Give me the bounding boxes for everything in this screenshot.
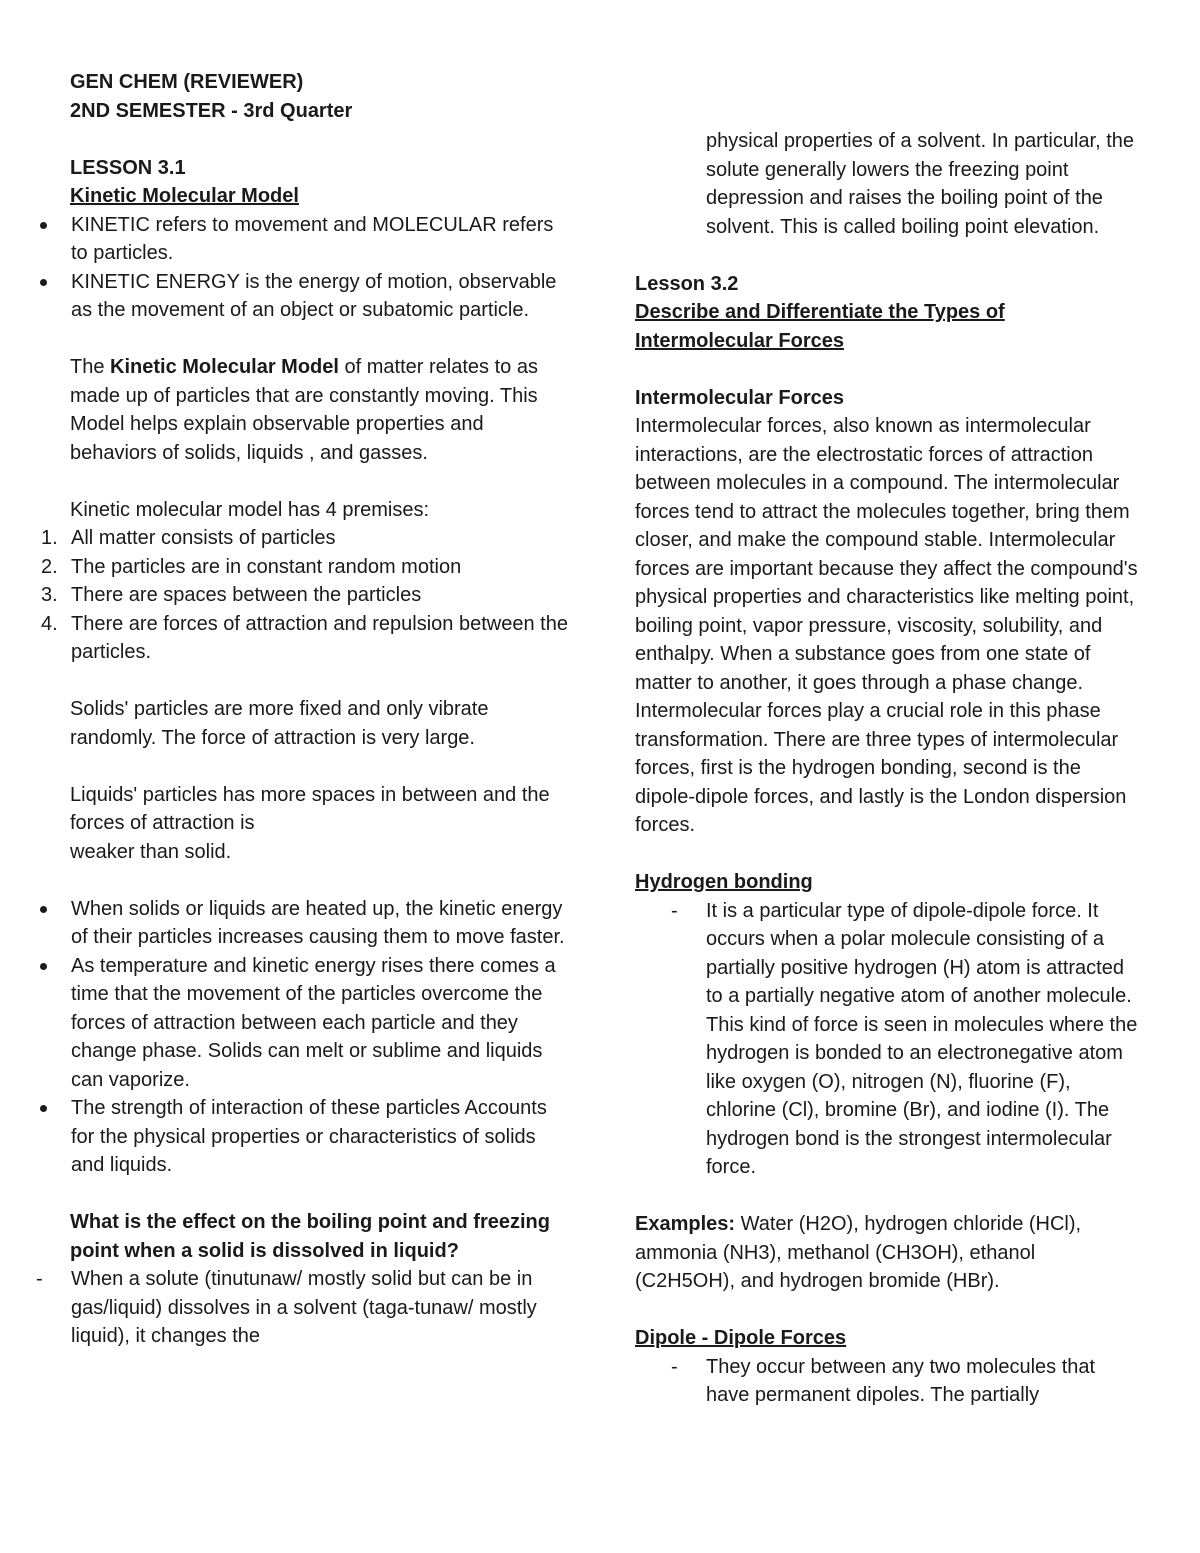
liquids-paragraph-cont: weaker than solid.	[70, 840, 232, 863]
heating-bullets	[70, 895, 570, 1180]
premises-list	[41, 524, 570, 667]
list-item	[0, 524, 570, 553]
lesson-3-2-heading: Describe and Differentiate the Types of Intermolecular Forces	[635, 301, 1005, 352]
list-item: The strength of interaction of these particles Accounts for the physical properties or characteristics of solids and liquids.	[0, 1094, 570, 1180]
list-item	[0, 581, 570, 610]
list-item: KINETIC ENERGY is the energy of motion, observable as the movement of an object or subatomic particle.	[0, 268, 570, 325]
imf-paragraph: Intermolecular forces, also known as intermolecular interactions, are the electrostatic forces of attraction between molecules in a compound. The intermolecular forces tend to attract the molecules together, bring them closer, and make the compound stable. Intermolecular forces are important because they affect the compound's physical properties and characteristics like melting point, boiling point, vapor pressure, viscosity, solubility, and enthalpy. When a substance goes from one state of matter to another, it goes through a phase change. Intermolecular forces play a crucial role in this phase transformation. There are three types of intermolecular forces, first is the hydrogen bonding, second is the dipole-dipole forces, and lastly is the London dispersion forces.	[635, 415, 1138, 836]
list-text: The particles are in constant random motion	[71, 555, 462, 578]
list-item	[635, 897, 1140, 1182]
dash-marker: -	[671, 1355, 678, 1378]
list-item: As temperature and kinetic energy rises there comes a time that the movement of the particles overcome the forces of attraction between each particle and they change phase. Solids can melt or sublime and liquids can vaporize.	[0, 952, 570, 1095]
list-text: They occur between any two molecules that have permanent dipoles. The partially	[706, 1355, 1096, 1406]
list-item: KINETIC refers to movement and MOLECULAR refers to particles.	[0, 211, 570, 268]
premises-intro: Kinetic molecular model has 4 premises:	[70, 498, 430, 521]
list-text: There are spaces between the particles	[71, 584, 422, 606]
list-number: 4.	[41, 612, 58, 635]
list-text: There are forces of attraction and repulsion between the particles.	[71, 612, 568, 663]
document-title: GEN CHEM (REVIEWER)	[70, 71, 304, 93]
list-text: It is a particular type of dipole-dipole force. It occurs when a polar molecule consisting of a partially positive hydrogen (H) atom is attracted to a partially negative atom of another molecule. This kind of force is seen in molecules where the hydrogen is bonded to an electronegative atom like oxygen (O), nitrogen (N), fluorine (F), chlorine (Cl), bromine (Br), and iodine (I). The hydrogen bond is the strongest intermolecular force.	[706, 899, 1138, 1178]
examples-paragraph	[635, 1210, 1140, 1296]
hydrogen-bonding-title: Hydrogen bonding	[635, 871, 813, 893]
solids-paragraph: Solids' particles are more fixed and only vibrate randomly. The force of attraction is very large.	[70, 698, 489, 749]
question-heading: What is the effect on the boiling point and freezing point when a solid is dissolved in liquid?	[70, 1211, 550, 1262]
right-column	[635, 127, 1140, 1410]
list-text: All matter consists of particles	[71, 527, 336, 549]
left-column	[36, 68, 570, 1351]
lesson-3-1-heading: Kinetic Molecular Model	[70, 185, 299, 207]
kmm-paragraph	[70, 353, 570, 467]
lesson-3-2-label: Lesson 3.2	[635, 272, 739, 295]
dipole-dipole-list	[635, 1353, 1140, 1410]
list-item: When solids or liquids are heated up, the kinetic energy of their particles increases causing them to move faster.	[0, 895, 570, 952]
list-item	[635, 1353, 1140, 1410]
examples-text: Water (H2O), hydrogen chloride (HCl), ammonia (NH3), methanol (CH3OH), ethanol (C2H5OH), and hydrogen bromide (HBr).	[635, 1213, 1082, 1292]
text-run: of matter relates to as made up of particles that are constantly moving. This Model helps explain observable properties and behaviors of solids, liquids , and gasses.	[70, 356, 538, 464]
answer-continued: physical properties of a solvent. In particular, the solute generally lowers the freezing point depression and raises the boiling point of the solvent. This is called boiling point elevation.	[706, 130, 1135, 238]
list-number: 3.	[41, 584, 58, 606]
hydrogen-bonding-list	[635, 897, 1140, 1182]
bold-term: Kinetic Molecular Model	[110, 356, 339, 378]
kinetic-definitions-list	[70, 211, 570, 325]
dash-marker: -	[36, 1268, 43, 1290]
imf-title: Intermolecular Forces	[635, 386, 844, 409]
text-run: The	[70, 356, 111, 378]
examples-label: Examples:	[635, 1213, 736, 1235]
lesson-3-1-label: LESSON 3.1	[70, 156, 186, 179]
list-item	[0, 1265, 570, 1351]
semester-label: 2ND SEMESTER - 3rd Quarter	[70, 99, 353, 122]
list-item	[0, 553, 570, 582]
list-text: When a solute (tinutunaw/ mostly solid but can be in gas/liquid) dissolves in a solvent (taga-tunaw/ mostly liquid), it changes the	[71, 1268, 537, 1347]
list-number: 1.	[41, 527, 58, 549]
liquids-paragraph: Liquids' particles has more spaces in between and the forces of attraction is	[70, 783, 550, 834]
dash-marker: -	[671, 899, 678, 922]
dipole-dipole-title: Dipole - Dipole Forces	[635, 1327, 847, 1349]
list-item	[0, 610, 570, 667]
answer-list	[36, 1265, 570, 1351]
list-number: 2.	[41, 555, 58, 578]
